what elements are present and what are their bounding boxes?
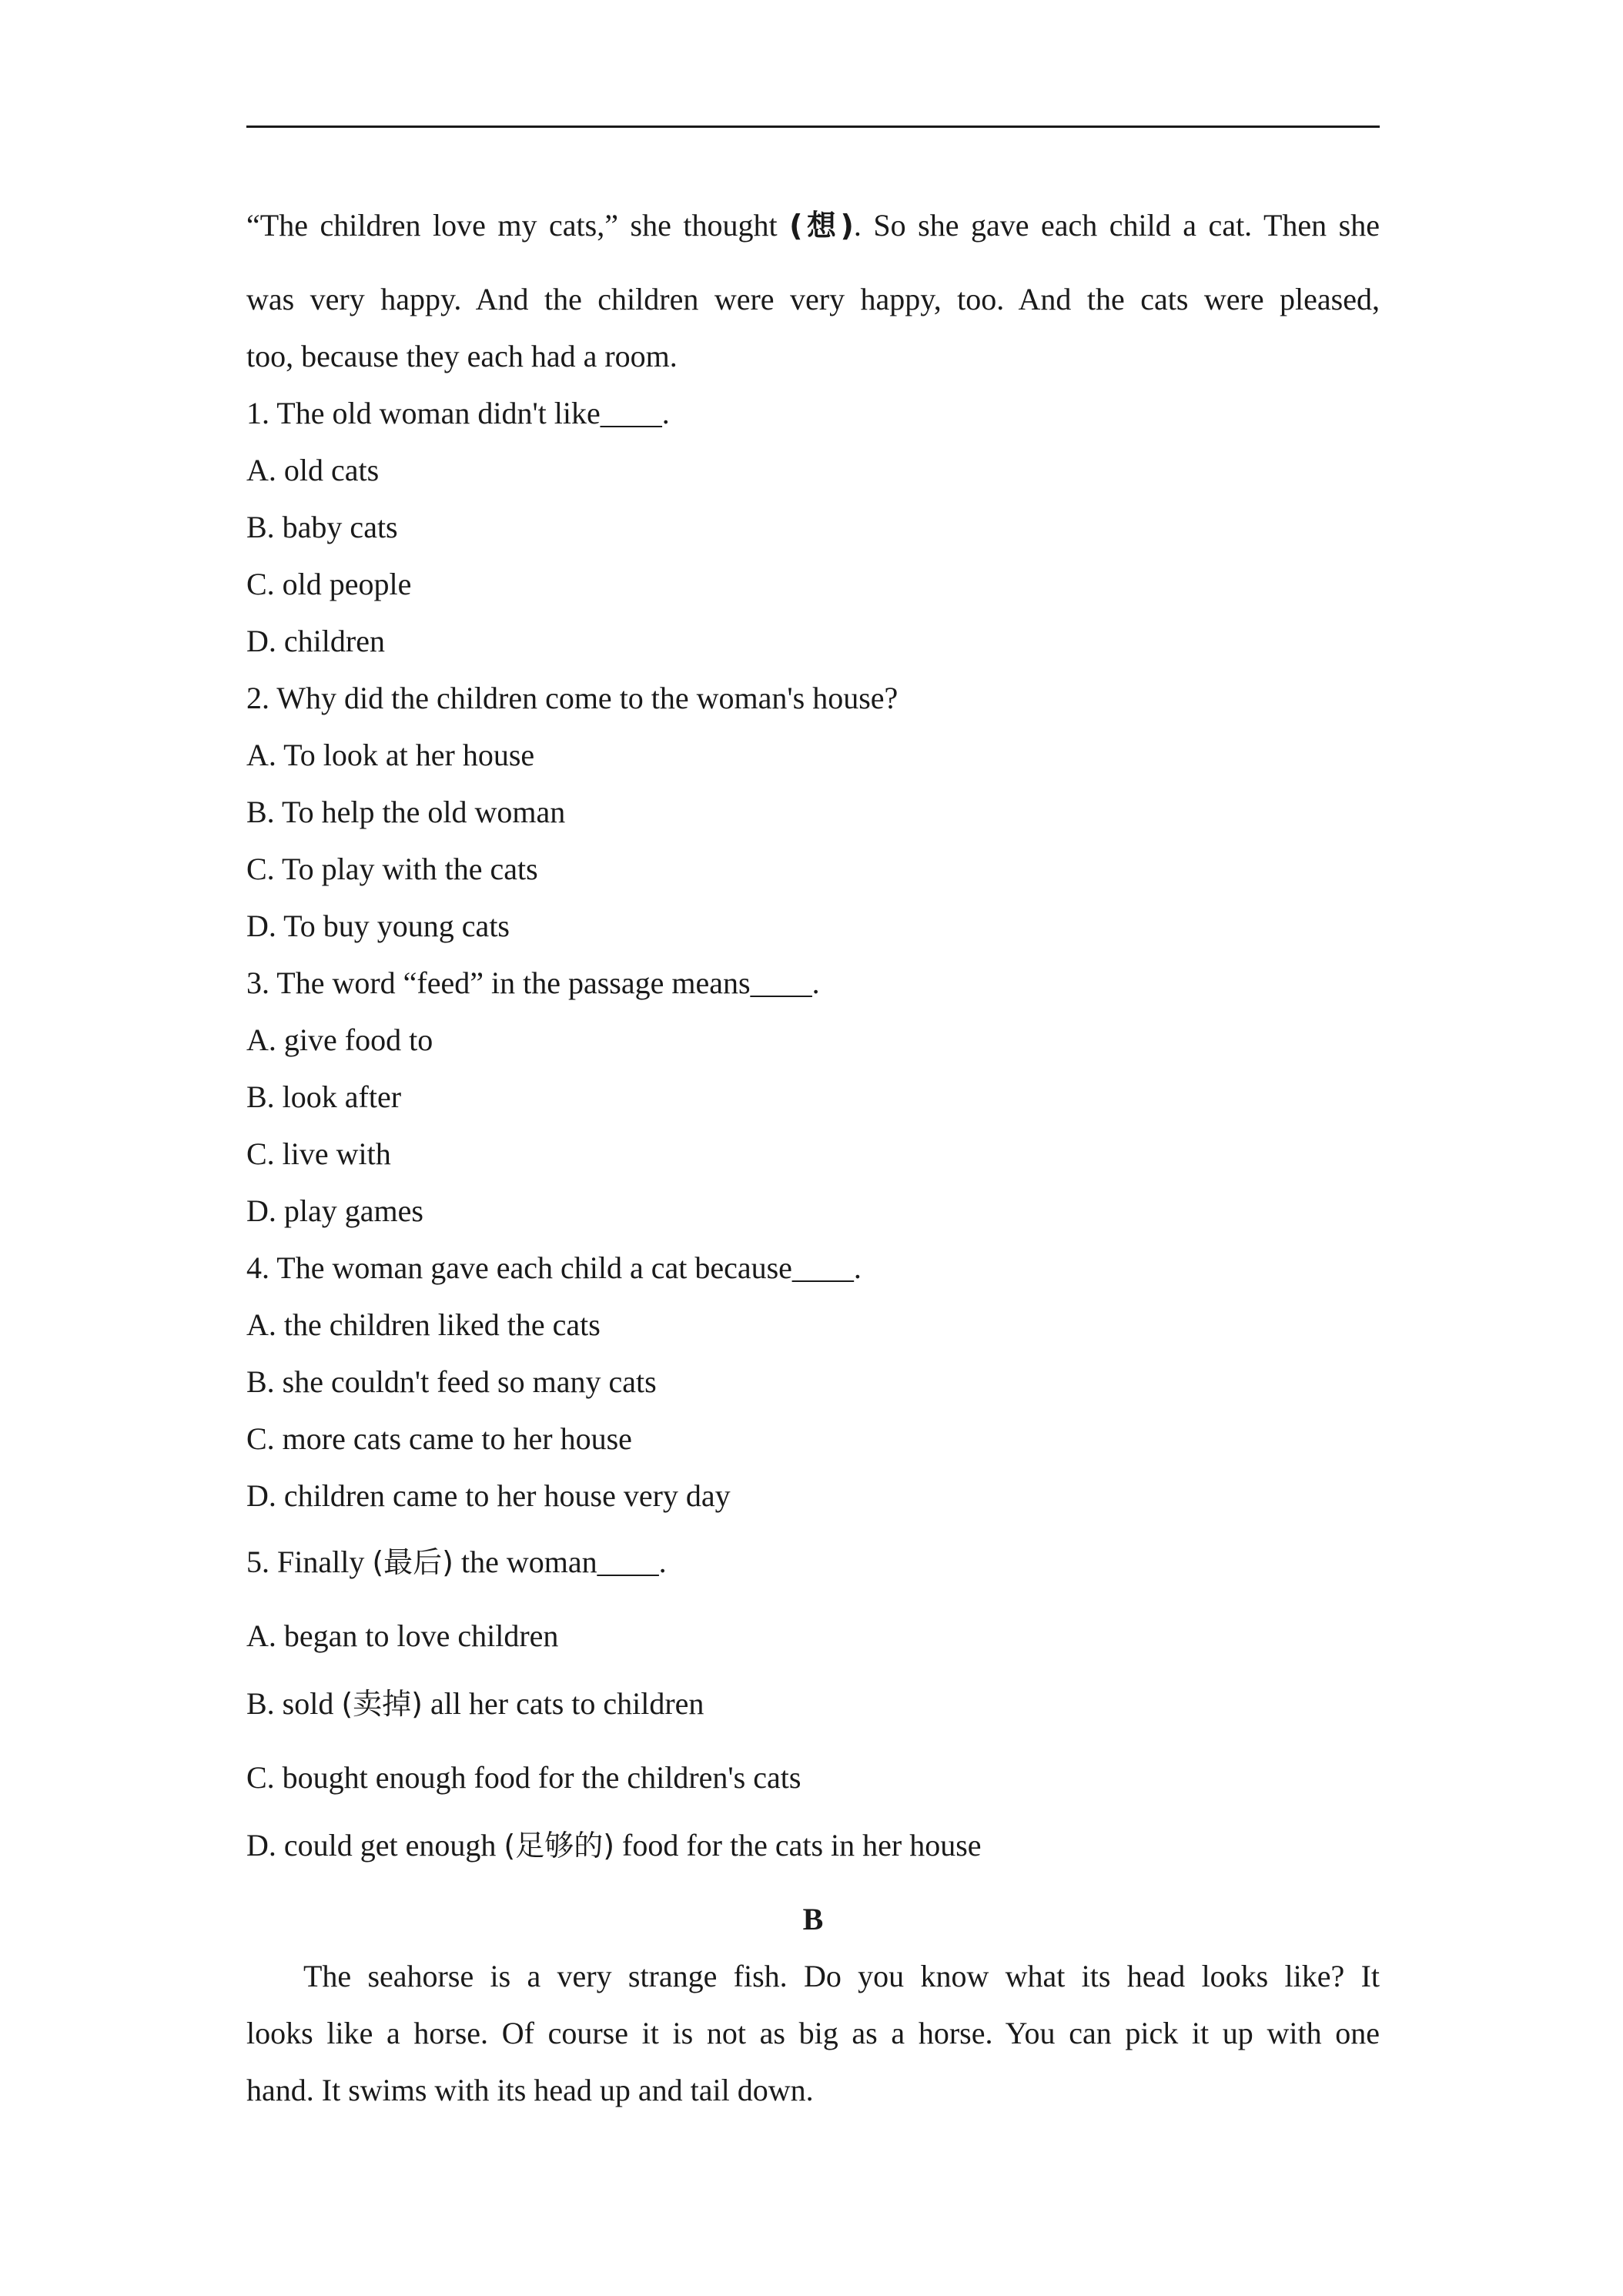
question-5-option-d bbox=[246, 1826, 982, 1865]
question-5-stem-pre: 5. Finally bbox=[246, 1545, 373, 1579]
question-1-option-c: C. old people bbox=[246, 567, 412, 601]
question-5-stem-post: the woman____. bbox=[453, 1545, 667, 1579]
passage-a-line-1 bbox=[246, 206, 1380, 245]
question-1-option-d: D. children bbox=[246, 624, 385, 658]
question-2-option-a: A. To look at her house bbox=[246, 738, 535, 772]
question-4-stem: 4. The woman gave each child a cat because____. bbox=[246, 1250, 862, 1285]
question-3-option-a: A. give food to bbox=[246, 1022, 433, 1057]
question-4-option-b: B. she couldn't feed so many cats bbox=[246, 1364, 657, 1399]
question-5-option-b-chinese: (卖掉) bbox=[341, 1687, 423, 1721]
question-1-option-a: A. old cats bbox=[246, 453, 380, 487]
question-3-stem: 3. The word “feed” in the passage means____. bbox=[246, 966, 820, 1000]
question-1-option-b: B. baby cats bbox=[246, 510, 398, 544]
question-3-option-d: D. play games bbox=[246, 1193, 423, 1228]
question-5-option-a: A. began to love children bbox=[246, 1618, 559, 1653]
question-5-option-d-pre: D. could get enough bbox=[246, 1828, 504, 1863]
header-rule bbox=[246, 126, 1380, 128]
question-5-stem bbox=[246, 1543, 667, 1581]
question-2-option-d: D. To buy young cats bbox=[246, 909, 510, 943]
question-4-option-a: A. the children liked the cats bbox=[246, 1307, 601, 1342]
passage-a-line-2: was very happy. And the children were very happy, too. And the cats were pleased, bbox=[246, 282, 1380, 316]
question-2-option-c: C. To play with the cats bbox=[246, 852, 538, 886]
passage-a-line-1-part-2: . So she gave each child a cat. Then she bbox=[853, 208, 1380, 243]
question-4-option-d: D. children came to her house very day bbox=[246, 1478, 731, 1513]
question-5-option-d-chinese: (足够的) bbox=[504, 1829, 615, 1863]
question-5-stem-chinese: (最后) bbox=[372, 1545, 453, 1579]
question-5-option-d-post: food for the cats in her house bbox=[614, 1828, 982, 1863]
question-5-option-b-pre: B. sold bbox=[246, 1686, 342, 1721]
question-5-option-b-post: all her cats to children bbox=[423, 1686, 704, 1721]
question-5-option-b bbox=[246, 1685, 704, 1723]
question-4-option-c: C. more cats came to her house bbox=[246, 1421, 632, 1456]
question-5-option-c: C. bought enough food for the children's cats bbox=[246, 1760, 801, 1795]
section-b-line-3: hand. It swims with its head up and tail down. bbox=[246, 2073, 814, 2107]
question-3-option-c: C. live with bbox=[246, 1136, 391, 1171]
section-b-line-1: The seahorse is a very strange fish. Do you know what its head looks like? It bbox=[303, 1959, 1380, 1993]
section-b-line-2: looks like a horse. Of course it is not as big as a horse. You can pick it up with one bbox=[246, 2016, 1380, 2050]
question-1-stem: 1. The old woman didn't like____. bbox=[246, 396, 670, 430]
section-b-heading: B bbox=[802, 1902, 824, 1936]
passage-a-line-1-chinese: (想) bbox=[789, 209, 854, 243]
passage-a-line-3: too, because they each had a room. bbox=[246, 339, 678, 373]
question-3-option-b: B. look after bbox=[246, 1079, 402, 1114]
passage-a-line-1-part-1: “The children love my cats,” she thought bbox=[246, 208, 790, 243]
question-2-stem: 2. Why did the children come to the woman's house? bbox=[246, 681, 899, 715]
question-2-option-b: B. To help the old woman bbox=[246, 795, 566, 829]
